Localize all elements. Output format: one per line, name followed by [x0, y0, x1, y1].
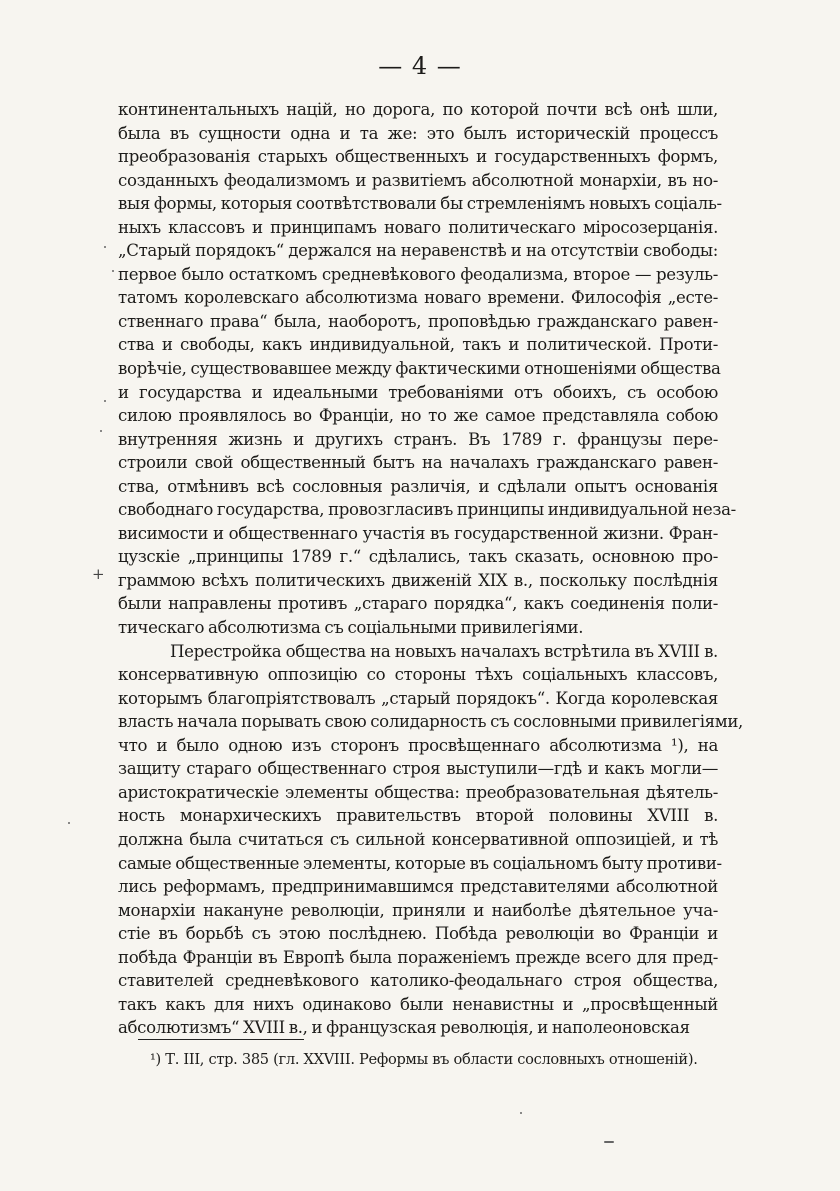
text-line: висимости и общественнаго участія въ государственной жизни. Фран-	[118, 523, 718, 543]
text-line: первое было остаткомъ средневѣкового феодализма, второе — резуль-	[118, 264, 718, 284]
text-line: татомъ королевскаго абсолютизма новаго времени. Философія „есте-	[118, 288, 718, 308]
text-line: континентальныхъ націй, но дорога, по которой почти всѣ онѣ шли,	[118, 100, 718, 119]
text-line: и государства и идеальными требованіями отъ обоихъ, съ особою	[118, 382, 718, 402]
speck	[604, 1141, 614, 1143]
speck	[104, 246, 106, 248]
text-line: должна была считаться съ сильной консервативной оппозиціей, и тѣ	[118, 829, 718, 849]
text-line: ставителей средневѣкового католико-феодальнаго строя общества,	[118, 971, 718, 991]
text-line: побѣда Франціи въ Европѣ была пораженіемъ прежде всего для пред-	[118, 947, 718, 967]
speck	[68, 822, 70, 824]
speck	[520, 1112, 522, 1114]
text-line: Перестройка общества на новыхъ началахъ встрѣтила въ XVIII в.	[170, 641, 718, 661]
page-number: — 4 —	[378, 52, 462, 80]
text-line: что и было одною изъ сторонъ просвѣщеннаго абсолютизма ¹), на	[118, 735, 718, 755]
text-line: выя формы, которыя соотвѣтствовали бы стремленіямъ новыхъ соціаль-	[118, 194, 722, 214]
text-line: силою проявлялось во Франціи, но то же самое представляла собою	[118, 406, 718, 426]
speck	[104, 400, 106, 402]
text-line: тическаго абсолютизма съ соціальными привилегіями.	[118, 618, 584, 638]
text-line: ныхъ классовъ и принципамъ новаго политическаго міросозерцанія.	[118, 217, 718, 237]
text-line: были направлены противъ „стараго порядка“, какъ соединенія поли-	[118, 594, 718, 614]
text-line: ственнаго права“ была, наоборотъ, проповѣдью гражданскаго равен-	[118, 311, 718, 331]
text-line: аристократическіе элементы общества: преобразовательная дѣятель-	[118, 782, 718, 802]
text-line: такъ какъ для нихъ одинаково были ненавистны и „просвѣщенный	[118, 994, 718, 1014]
text-line: цузскіе „принципы 1789 г.“ сдѣлались, такъ сказать, основною про-	[118, 547, 718, 567]
text-line: монархіи накануне революціи, приняли и наиболѣе дѣятельное уча-	[118, 900, 718, 920]
text-line: власть начала порывать свою солидарность съ сословными привилегіями,	[118, 712, 743, 732]
text-line: защиту стараго общественнаго строя выступили—гдѣ и какъ могли—	[118, 759, 718, 779]
text-line: которымъ благопріятствовалъ „старый порядокъ“. Когда королевская	[118, 688, 718, 708]
text-line: была въ сущности одна и та же: это былъ историческій процессъ	[118, 123, 718, 143]
text-line: лись реформамъ, предпринимавшимся представителями абсолютной	[118, 877, 718, 897]
footnote-rule	[138, 1039, 304, 1040]
text-line: граммою всѣхъ политическихъ движеній XIX в., поскольку послѣднія	[118, 570, 718, 590]
text-line: „Старый порядокъ“ держался на неравенствѣ и на отсутствіи свободы:	[118, 241, 718, 261]
text-line: консервативную оппозицію со стороны тѣхъ соціальныхъ классовъ,	[118, 665, 718, 685]
footnote: ¹) Т. III, стр. 385 (гл. XXVIII. Реформы въ области сословныхъ отношеній).	[150, 1051, 698, 1068]
text-line: ворѣчіе, существовавшее между фактическими отношеніями общества	[118, 359, 721, 379]
text-line: самые общественные элементы, которые въ соціальномъ быту противи-	[118, 853, 722, 873]
text-line: внутренняя жизнь и другихъ странъ. Въ 1789 г. французы пере-	[118, 429, 718, 449]
text-line: ства, отмѣнивъ всѣ сословныя различія, и сдѣлали опытъ основанія	[118, 476, 718, 496]
margin-mark: +	[92, 565, 105, 583]
text-line: ность монархическихъ правительствъ второй половины XVIII в.	[118, 806, 718, 826]
text-line: стіе въ борьбѣ съ этою послѣднею. Побѣда революціи во Франціи и	[118, 924, 718, 944]
body-text	[118, 98, 743, 1040]
text-line: строили свой общественный бытъ на началахъ гражданскаго равен-	[118, 453, 718, 473]
text-line: преобразованія старыхъ общественныхъ и государственныхъ формъ,	[118, 147, 718, 167]
text-line: созданныхъ феодализмомъ и развитіемъ абсолютной монархіи, въ но-	[118, 170, 718, 190]
speck	[112, 270, 114, 272]
speck	[100, 430, 102, 432]
text-line: абсолютизмъ“ XVIII в., и французская революція, и наполеоновская	[118, 1018, 690, 1038]
text-line: свободнаго государства, провозгласивъ принципы индивидуальной неза-	[118, 500, 736, 520]
text-line: ства и свободы, какъ индивидуальной, такъ и политической. Проти-	[118, 335, 718, 355]
